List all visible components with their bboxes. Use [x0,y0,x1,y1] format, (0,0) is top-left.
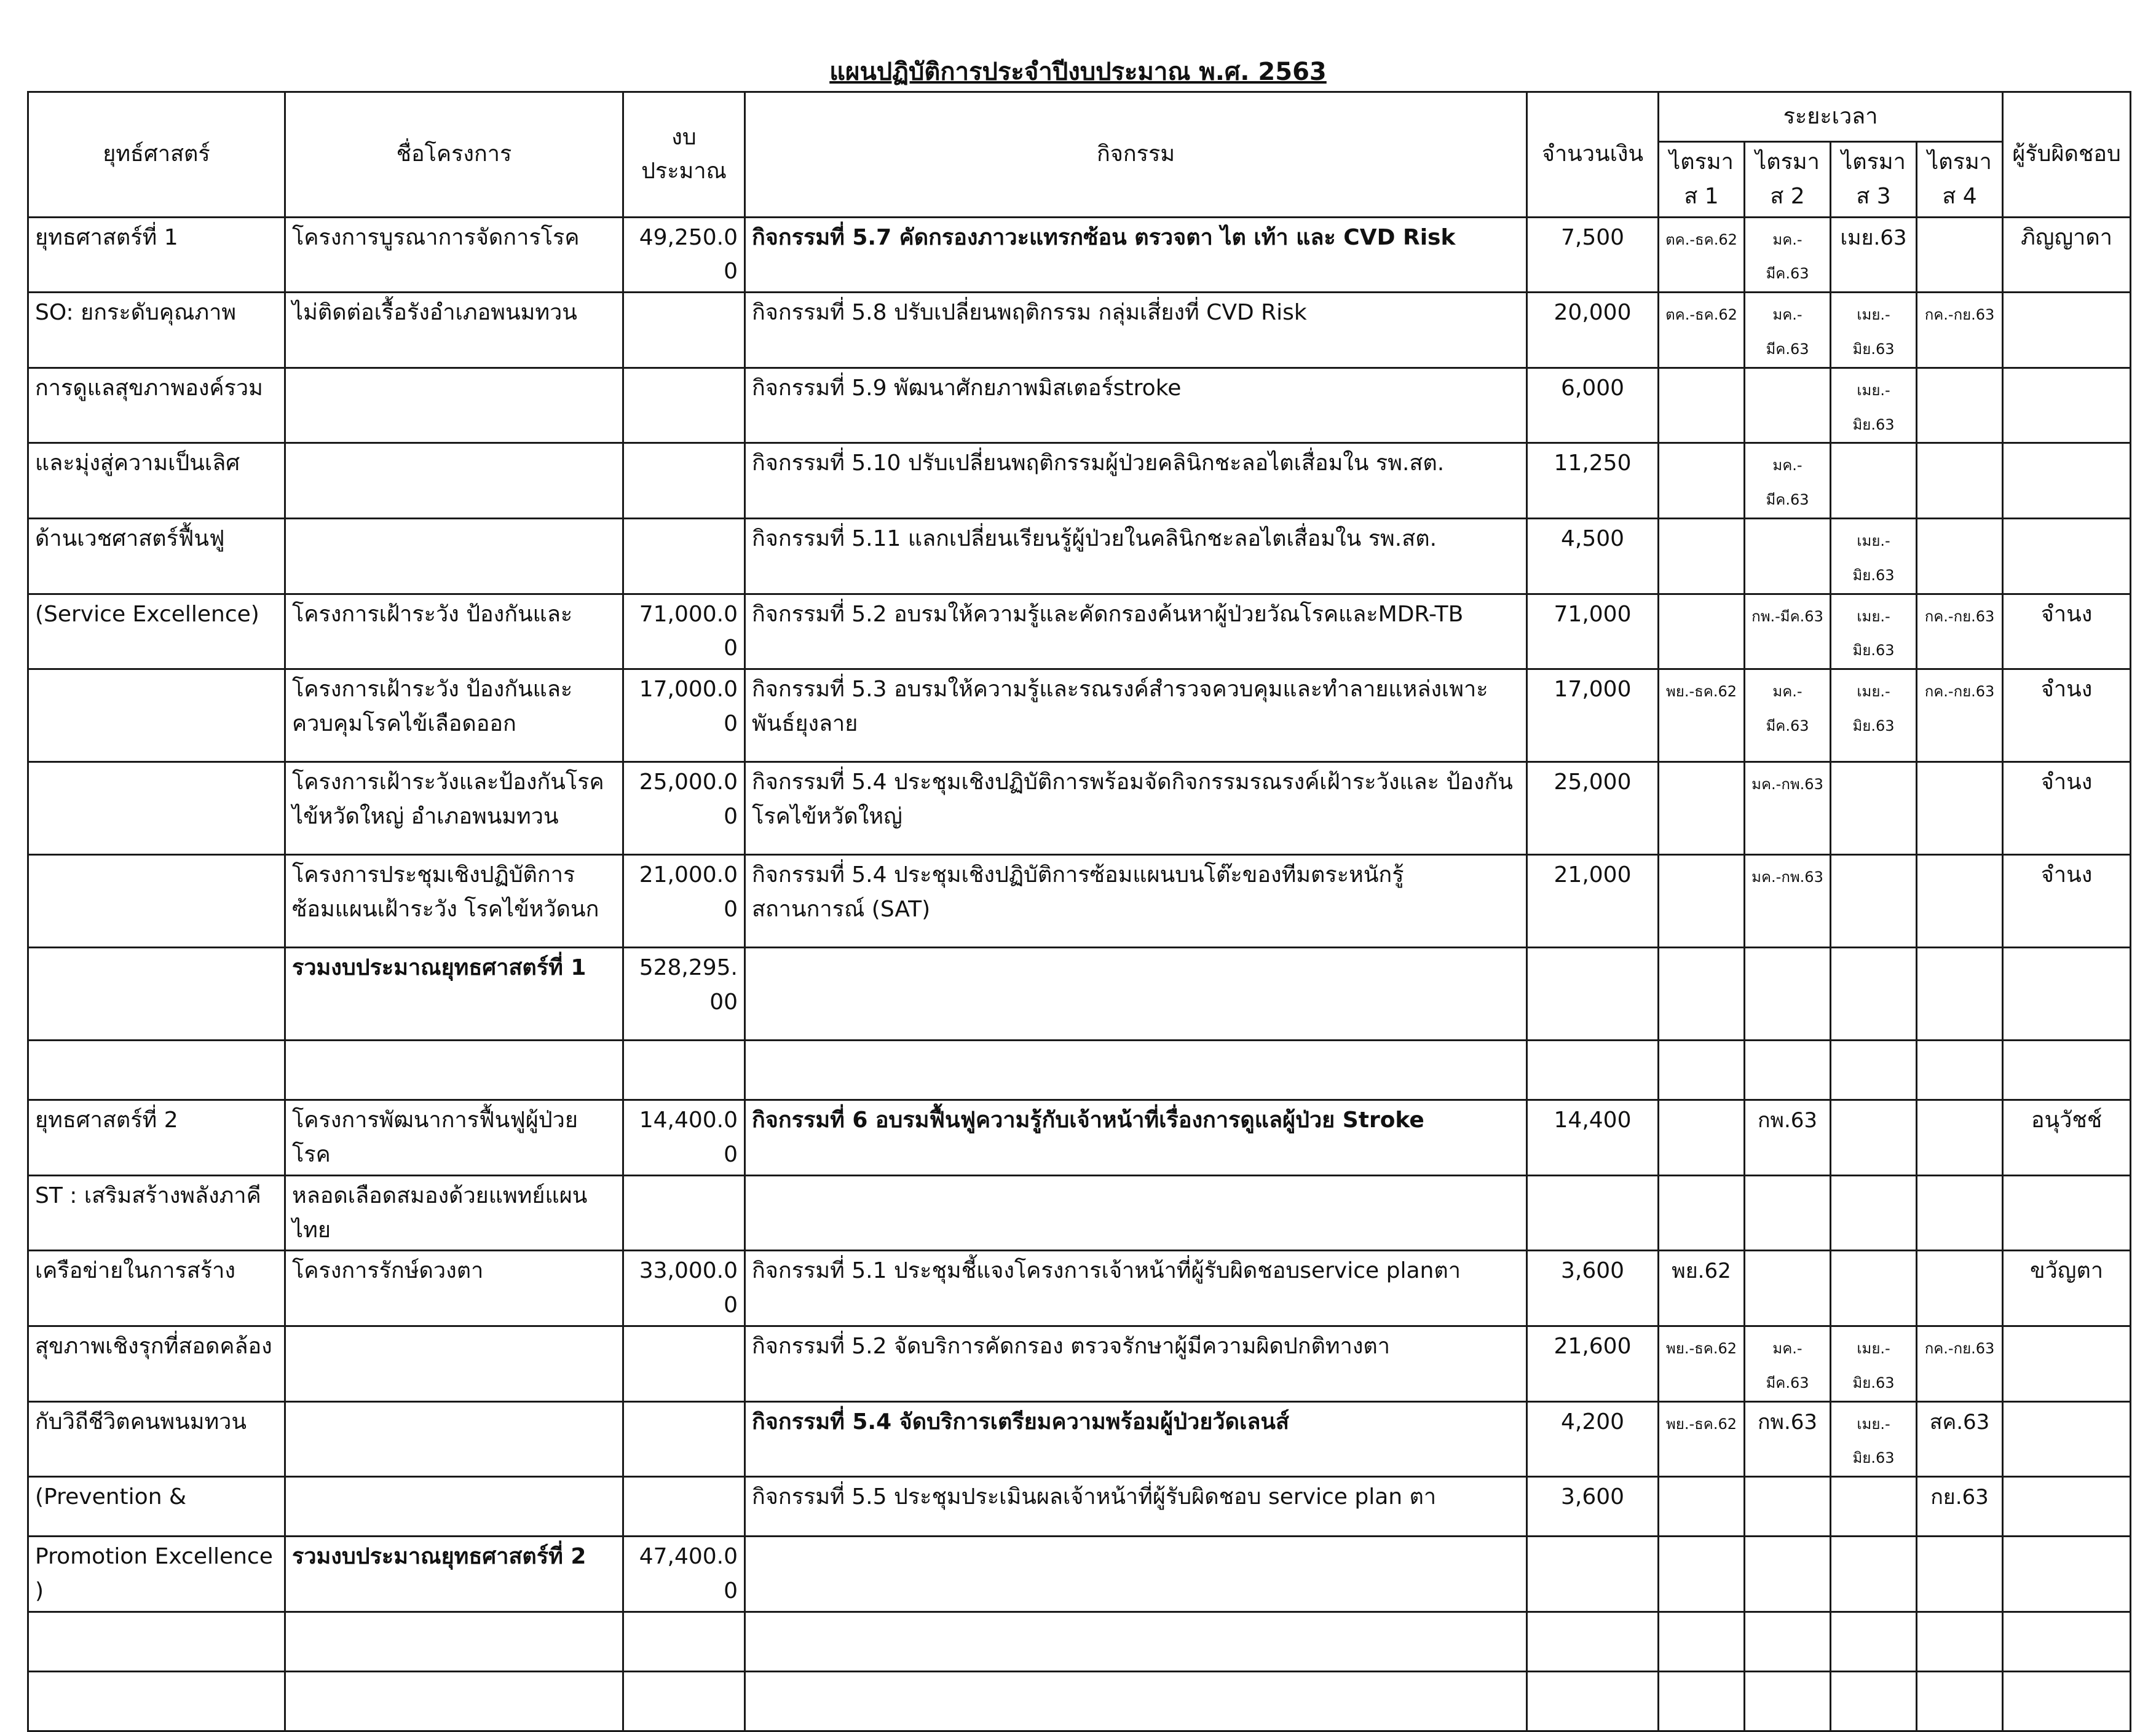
responsible-cell: จำนง [2003,762,2131,855]
table-row [28,669,2131,762]
quarter-2-cell [1745,948,1831,1041]
header-responsible: ผู้รับผิดชอบ [2003,92,2131,218]
quarter-4-cell [1917,1612,2003,1671]
quarter-3-cell [1831,855,1917,948]
table-row [28,855,2131,948]
table-row [28,1251,2131,1326]
quarter-3-cell [1831,368,1917,443]
quarter-1-cell [1659,1326,1745,1401]
quarter-3-cell [1831,1537,1917,1612]
quarter-period-text: พย.-ธค.62 [1665,1339,1737,1357]
strategy-cell [28,1671,285,1731]
strategy-cell [28,762,285,855]
budget-cell [623,1612,745,1671]
strategy-cell: Promotion Excellence ) [28,1537,285,1612]
quarter-period-text: มค.-มีค.63 [1766,306,1809,358]
amount-cell: 17,000 [1527,669,1659,762]
quarter-4-cell [1917,443,2003,519]
quarter-2-cell [1745,217,1831,293]
activity-cell: กิจกรรมที่ 5.2 อบรมให้ความรู้และคัดกรองค้นหาผู้ป่วยวัณโรคและMDR-TB [745,594,1527,669]
budget-cell: 71,000.00 [623,594,745,669]
table-row [28,1326,2131,1401]
budget-cell [623,443,745,519]
action-plan-table [27,91,2131,1732]
project-cell: โครงการเฝ้าระวัง ป้องกันและ ควบคุมโรคไข้เลือดออก [285,669,623,762]
strategy-cell: ST : เสริมสร้างพลังภาคี [28,1175,285,1251]
quarter-period-text: มค.-กพ.63 [1751,776,1823,793]
quarter-1-cell [1659,518,1745,594]
strategy-cell: (Service Excellence) [28,594,285,669]
quarter-2-cell [1745,594,1831,669]
strategy-cell: SO: ยกระดับคุณภาพ [28,293,285,368]
responsible-cell [2003,948,2131,1041]
page-title: แผนปฏิบัติการประจำปีงบประมาณ พ.ศ. 2563 [829,58,1327,86]
amount-cell [1527,1041,1659,1100]
table-row [28,217,2131,293]
strategy-cell [28,948,285,1041]
quarter-1-cell [1659,1537,1745,1612]
strategy-cell [28,1612,285,1671]
project-cell [285,1326,623,1401]
project-cell [285,518,623,594]
quarter-2-cell [1745,762,1831,855]
activity-cell [745,1175,1527,1251]
quarter-1-cell [1659,1251,1745,1326]
amount-cell [1527,1537,1659,1612]
quarter-2-cell [1745,1251,1831,1326]
quarter-1-cell [1659,1612,1745,1671]
project-cell: ไม่ติดต่อเรื้อรังอำเภอพนมทวน [285,293,623,368]
table-row [28,1041,2131,1100]
budget-cell: 21,000.00 [623,855,745,948]
responsible-cell [2003,1175,2131,1251]
activity-cell: กิจกรรมที่ 5.3 อบรมให้ความรู้และรณรงค์สำรวจควบคุมและทำลายแหล่งเพาะพันธ์ยุงลาย [745,669,1527,762]
quarter-3-cell [1831,1401,1917,1477]
quarter-period-text: พย.-ธค.62 [1665,683,1737,701]
strategy-cell: (Prevention & [28,1477,285,1537]
amount-cell [1527,948,1659,1041]
quarter-4-cell [1917,669,2003,762]
quarter-4-cell [1917,1326,2003,1401]
budget-cell: 33,000.00 [623,1251,745,1326]
budget-cell [623,1477,745,1537]
quarter-3-cell [1831,948,1917,1041]
quarter-4-cell [1917,518,2003,594]
quarter-period-text: กพ.63 [1757,1409,1818,1435]
quarter-3-cell [1831,217,1917,293]
budget-cell: 49,250.00 [623,217,745,293]
amount-cell: 3,600 [1527,1251,1659,1326]
quarter-period-text: มค.-มีค.63 [1766,457,1809,509]
project-cell: โครงการเฝ้าระวัง ป้องกันและ [285,594,623,669]
quarter-4-cell [1917,1537,2003,1612]
quarter-1-cell [1659,443,1745,519]
quarter-4-cell [1917,948,2003,1041]
quarter-1-cell [1659,1401,1745,1477]
strategy-cell: สุขภาพเชิงรุกที่สอดคล้อง [28,1326,285,1401]
header-project: ชื่อโครงการ [285,92,623,218]
table-body [28,217,2131,1731]
quarter-4-cell [1917,1041,2003,1100]
activity-cell [745,1537,1527,1612]
strategy-cell: ยุทธศาสตร์ที่ 1 [28,217,285,293]
table-row [28,762,2131,855]
responsible-cell: จำนง [2003,669,2131,762]
responsible-cell: จำนง [2003,594,2131,669]
activity-cell: กิจกรรมที่ 5.4 จัดบริการเตรียมความพร้อมผู้ป่วยวัดเลนส์ [745,1401,1527,1477]
amount-cell [1527,1612,1659,1671]
quarter-3-cell [1831,443,1917,519]
budget-cell: 528,295.00 [623,948,745,1041]
quarter-2-cell [1745,855,1831,948]
quarter-4-cell [1917,1401,2003,1477]
amount-cell: 25,000 [1527,762,1659,855]
quarter-1-cell [1659,1175,1745,1251]
responsible-cell [2003,1671,2131,1731]
responsible-cell [2003,1612,2131,1671]
quarter-2-cell [1745,368,1831,443]
quarter-1-cell [1659,293,1745,368]
quarter-3-cell [1831,1612,1917,1671]
responsible-cell [2003,368,2131,443]
strategy-cell: ด้านเวชศาสตร์ฟื้นฟู [28,518,285,594]
project-cell [285,1671,623,1731]
header-amount: จำนวนเงิน [1527,92,1659,218]
quarter-4-cell [1917,1175,2003,1251]
activity-cell: กิจกรรมที่ 5.4 ประชุมเชิงปฏิบัติการพร้อมจัดกิจกรรมรณรงค์เฝ้าระวังและ ป้องกันโรคไข้หวัดใหญ่ [745,762,1527,855]
quarter-period-text: มค.-มีค.63 [1766,1339,1809,1392]
amount-cell [1527,1175,1659,1251]
header-q2: ไตรมาส 2 [1745,142,1831,218]
quarter-3-cell [1831,1100,1917,1176]
activity-cell: กิจกรรมที่ 6 อบรมฟื้นฟูความรู้กับเจ้าหน้าที่เรื่องการดูแลผู้ป่วย Stroke [745,1100,1527,1176]
quarter-period-text: มค.-กพ.63 [1751,868,1823,886]
activity-cell: กิจกรรมที่ 5.5 ประชุมประเมินผลเจ้าหน้าที่ผู้รับผิดชอบ service plan ตา [745,1477,1527,1537]
budget-cell [623,1671,745,1731]
quarter-4-cell [1917,1477,2003,1537]
table-row [28,948,2131,1041]
quarter-2-cell [1745,443,1831,519]
quarter-2-cell [1745,1041,1831,1100]
budget-cell: 25,000.00 [623,762,745,855]
table-row [28,1100,2131,1176]
responsible-cell [2003,1401,2131,1477]
quarter-period-text: กค.-กย.63 [1924,683,1995,701]
quarter-3-cell [1831,1671,1917,1731]
quarter-3-cell [1831,1175,1917,1251]
quarter-1-cell [1659,1041,1745,1100]
responsible-cell [2003,293,2131,368]
quarter-period-text: เมย.-มิย.63 [1852,306,1895,358]
amount-cell: 6,000 [1527,368,1659,443]
header-q1: ไตรมาส 1 [1659,142,1745,218]
quarter-4-cell [1917,855,2003,948]
activity-cell: กิจกรรมที่ 5.1 ประชุมชี้แจงโครงการเจ้าหน้าที่ผู้รับผิดชอบservice planตา [745,1251,1527,1326]
strategy-cell [28,669,285,762]
quarter-2-cell [1745,1671,1831,1731]
amount-cell: 21,000 [1527,855,1659,948]
header-budget: งบประมาณ [623,92,745,218]
quarter-4-cell [1917,217,2003,293]
quarter-1-cell [1659,1100,1745,1176]
quarter-4-cell [1917,1100,2003,1176]
quarter-1-cell [1659,948,1745,1041]
quarter-2-cell [1745,1477,1831,1537]
responsible-cell [2003,443,2131,519]
quarter-period-text: เมย.-มิย.63 [1852,1415,1895,1467]
table-row [28,368,2131,443]
project-cell: โครงการพัฒนาการฟื้นฟูผู้ป่วยโรค [285,1100,623,1176]
quarter-period-text: เมย.-มิย.63 [1852,532,1895,584]
budget-cell [623,1175,745,1251]
project-cell [285,1477,623,1537]
header-q4: ไตรมาส 4 [1917,142,2003,218]
amount-cell: 71,000 [1527,594,1659,669]
project-cell [285,1612,623,1671]
quarter-4-cell [1917,1671,2003,1731]
quarter-period-text: เมย.63 [1840,225,1907,250]
quarter-1-cell [1659,1477,1745,1537]
quarter-period-text: กค.-กย.63 [1924,306,1995,324]
quarter-1-cell [1659,368,1745,443]
quarter-period-text: มค.-มีค.63 [1766,230,1809,283]
amount-cell: 14,400 [1527,1100,1659,1176]
amount-cell: 7,500 [1527,217,1659,293]
project-cell [285,443,623,519]
budget-cell [623,1041,745,1100]
amount-cell [1527,1671,1659,1731]
strategy-cell: กับวิถีชีวิตคนพนมทวน [28,1401,285,1477]
table-row [28,1401,2131,1477]
quarter-2-cell [1745,669,1831,762]
project-cell: หลอดเลือดสมองด้วยแพทย์แผนไทย [285,1175,623,1251]
activity-cell: กิจกรรมที่ 5.4 ประชุมเชิงปฏิบัติการซ้อมแผนบนโต๊ะของทีมตระหนักรู้ สถานการณ์ (SAT) [745,855,1527,948]
responsible-cell: จำนง [2003,855,2131,948]
quarter-period-text: กค.-กย.63 [1924,607,1995,625]
quarter-2-cell [1745,1612,1831,1671]
quarter-period-text: เมย.-มิย.63 [1852,607,1895,659]
table-row [28,1671,2131,1731]
activity-cell: กิจกรรมที่ 5.10 ปรับเปลี่ยนพฤติกรรมผู้ป่วยคลินิกชะลอไตเสื่อมใน รพ.สต. [745,443,1527,519]
activity-cell: กิจกรรมที่ 5.7 คัดกรองภาวะแทรกซ้อน ตรวจตา ไต เท้า และ CVD Risk [745,217,1527,293]
quarter-4-cell [1917,762,2003,855]
activity-cell: กิจกรรมที่ 5.9 พัฒนาศักยภาพมิสเตอร์stroke [745,368,1527,443]
quarter-period-text: พย.-ธค.62 [1665,1415,1737,1433]
project-cell: รวมงบประมาณยุทธศาสตร์ที่ 2 [285,1537,623,1612]
activity-cell: กิจกรรมที่ 5.2 จัดบริการคัดกรอง ตรวจรักษาผู้มีความผิดปกติทางตา [745,1326,1527,1401]
quarter-period-text: เมย.-มิย.63 [1852,1339,1895,1392]
quarter-period-text: กพ.63 [1757,1108,1818,1133]
budget-cell [623,518,745,594]
table-row [28,443,2131,519]
project-cell: โครงการประชุมเชิงปฏิบัติการ ซ้อมแผนเฝ้าระวัง โรคไข้หวัดนก [285,855,623,948]
quarter-period-text: ตค.-ธค.62 [1665,306,1737,324]
quarter-2-cell [1745,518,1831,594]
quarter-1-cell [1659,855,1745,948]
budget-cell [623,368,745,443]
project-cell: โครงการรักษ์ดวงตา [285,1251,623,1326]
amount-cell: 4,200 [1527,1401,1659,1477]
quarter-4-cell [1917,368,2003,443]
quarter-3-cell [1831,1477,1917,1537]
table-row [28,518,2131,594]
header-period: ระยะเวลา [1659,92,2003,142]
quarter-1-cell [1659,217,1745,293]
quarter-3-cell [1831,1326,1917,1401]
responsible-cell: ภิญญาดา [2003,217,2131,293]
table-row [28,1175,2131,1251]
project-cell [285,368,623,443]
amount-cell: 20,000 [1527,293,1659,368]
quarter-period-text: กค.-กย.63 [1924,1339,1995,1357]
activity-cell [745,948,1527,1041]
quarter-period-text: สค.63 [1929,1409,1990,1435]
table-row [28,293,2131,368]
quarter-period-text: มค.-มีค.63 [1766,683,1809,734]
amount-cell: 11,250 [1527,443,1659,519]
strategy-cell: ยุทธศาสตร์ที่ 2 [28,1100,285,1176]
responsible-cell [2003,1537,2131,1612]
strategy-cell: เครือข่ายในการสร้าง [28,1251,285,1326]
quarter-2-cell [1745,1326,1831,1401]
project-cell [285,1041,623,1100]
quarter-2-cell [1745,1175,1831,1251]
strategy-cell [28,855,285,948]
quarter-1-cell [1659,762,1745,855]
budget-cell [623,1326,745,1401]
quarter-period-text: เมย.-มิย.63 [1852,381,1895,433]
header-q3: ไตรมาส 3 [1831,142,1917,218]
strategy-cell: การดูแลสุขภาพองค์รวม [28,368,285,443]
quarter-2-cell [1745,293,1831,368]
header-activity: กิจกรรม [745,92,1527,218]
table-row [28,1537,2131,1612]
quarter-period-text: กย.63 [1930,1485,1989,1510]
header-strategy: ยุทธ์ศาสตร์ [28,92,285,218]
responsible-cell [2003,518,2131,594]
quarter-period-text: พย.62 [1672,1259,1731,1284]
responsible-cell [2003,1477,2131,1537]
responsible-cell [2003,1041,2131,1100]
quarter-period-text: เมย.-มิย.63 [1852,683,1895,734]
quarter-3-cell [1831,1251,1917,1326]
quarter-3-cell [1831,293,1917,368]
quarter-period-text: กพ.-มีค.63 [1751,607,1823,625]
table-row [28,594,2131,669]
amount-cell: 21,600 [1527,1326,1659,1401]
activity-cell [745,1041,1527,1100]
responsible-cell: ขวัญตา [2003,1251,2131,1326]
strategy-cell [28,1041,285,1100]
quarter-1-cell [1659,669,1745,762]
budget-cell: 17,000.00 [623,669,745,762]
amount-cell: 3,600 [1527,1477,1659,1537]
quarter-3-cell [1831,518,1917,594]
activity-cell: กิจกรรมที่ 5.11 แลกเปลี่ยนเรียนรู้ผู้ป่วยในคลินิกชะลอไตเสื่อมใน รพ.สต. [745,518,1527,594]
quarter-1-cell [1659,1671,1745,1731]
budget-cell: 47,400.00 [623,1537,745,1612]
budget-cell [623,1401,745,1477]
quarter-2-cell [1745,1537,1831,1612]
quarter-1-cell [1659,594,1745,669]
quarter-3-cell [1831,762,1917,855]
project-cell [285,1401,623,1477]
project-cell: โครงการเฝ้าระวังและป้องกันโรค ไข้หวัดใหญ่ อำเภอพนมทวน [285,762,623,855]
responsible-cell [2003,1326,2131,1401]
table-row [28,1612,2131,1671]
quarter-period-text: ตค.-ธค.62 [1665,230,1737,248]
quarter-2-cell [1745,1401,1831,1477]
quarter-3-cell [1831,669,1917,762]
activity-cell [745,1612,1527,1671]
table-row [28,1477,2131,1537]
strategy-cell: และมุ่งสู่ความเป็นเลิศ [28,443,285,519]
quarter-4-cell [1917,594,2003,669]
quarter-4-cell [1917,1251,2003,1326]
quarter-2-cell [1745,1100,1831,1176]
activity-cell: กิจกรรมที่ 5.8 ปรับเปลี่ยนพฤติกรรม กลุ่มเสี่ยงที่ CVD Risk [745,293,1527,368]
amount-cell: 4,500 [1527,518,1659,594]
quarter-3-cell [1831,1041,1917,1100]
project-cell: รวมงบประมาณยุทธศาสตร์ที่ 1 [285,948,623,1041]
quarter-4-cell [1917,293,2003,368]
quarter-3-cell [1831,594,1917,669]
activity-cell [745,1671,1527,1731]
budget-cell [623,293,745,368]
responsible-cell: อนุวัชช์ [2003,1100,2131,1176]
project-cell: โครงการบูรณาการจัดการโรค [285,217,623,293]
budget-cell: 14,400.00 [623,1100,745,1176]
